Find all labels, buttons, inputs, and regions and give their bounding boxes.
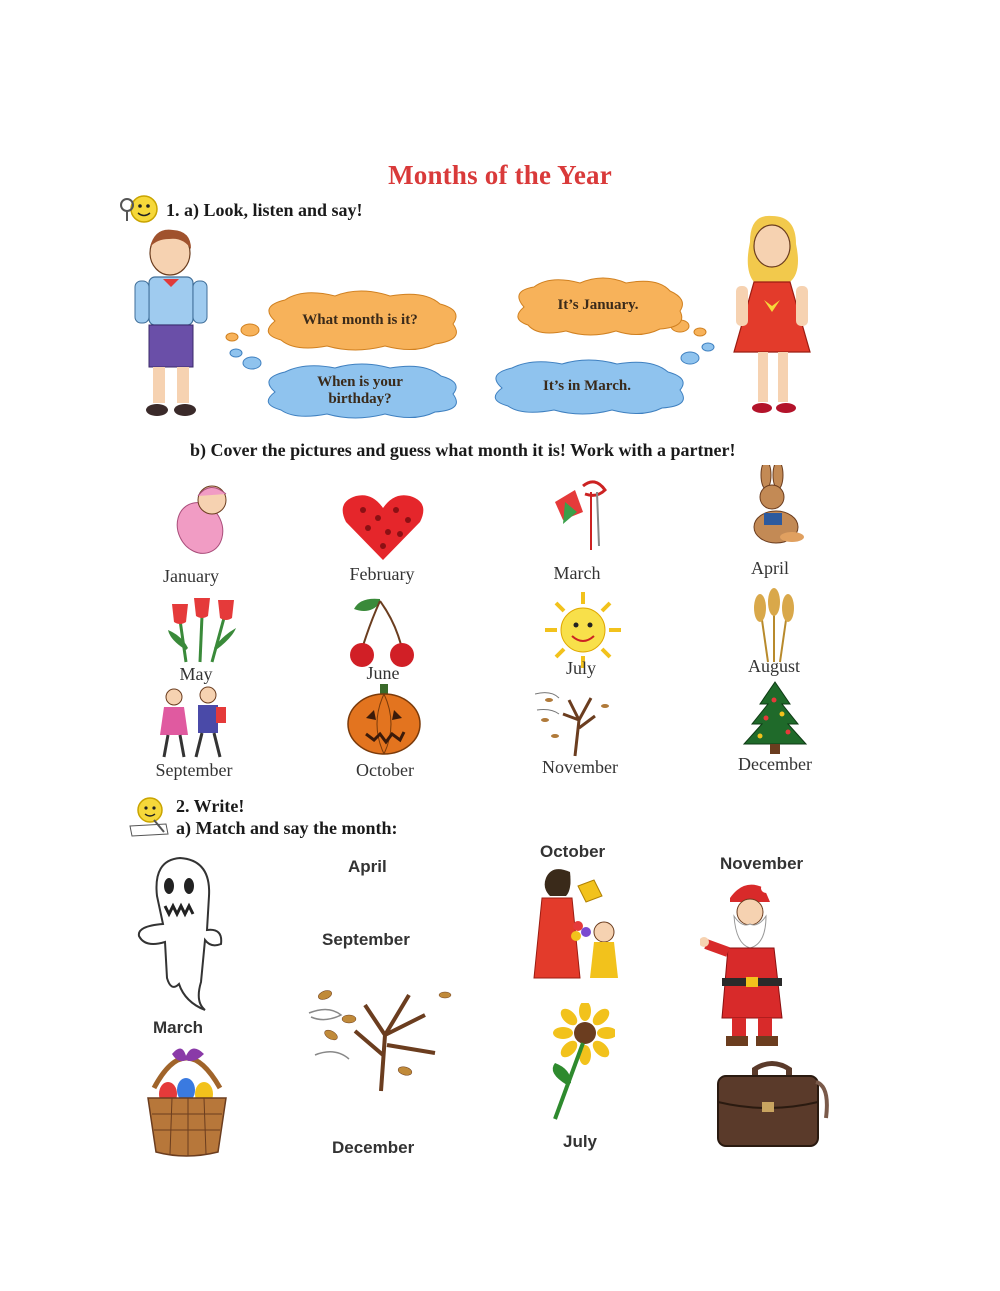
teacher-flowers-icon [528,866,628,986]
bubble-text: It’s January. [557,297,639,314]
exercise-1a-heading: 1. a) Look, listen and say! [166,200,363,220]
month-label-february: February [349,564,415,584]
exercise-2a-heading: a) Match and say the month: [176,818,398,838]
month-label-january: January [163,566,219,586]
match-label-october: October [540,842,606,861]
bubble-text [317,374,403,409]
month-label-april: April [751,558,789,578]
bubble-text-line: birthday? [328,391,392,407]
easter-basket-icon [142,1040,232,1158]
autumn-tree-icon [535,680,625,760]
month-label-september: September [155,760,233,780]
bubble-when-birthday [255,362,465,420]
match-label-july: July [563,1132,598,1151]
martisor-icon [545,472,635,552]
month-label-july: July [565,658,596,678]
baby-icon [160,478,250,558]
ghost-icon [135,852,225,1014]
bubble-its-january [508,275,688,337]
pumpkin-icon [340,680,430,760]
bubble-what-month [255,288,465,353]
month-label-december: December [738,754,812,774]
bubble-tail-dots [220,320,260,345]
windy-tree-icon [305,965,465,1093]
month-label-october: October [356,760,414,780]
bubble-text-line: When is your [317,373,403,390]
match-label-september: September [322,930,410,949]
sunflower-icon [545,1003,615,1123]
boy-illustration [125,225,215,420]
wheat-icon [730,586,820,666]
page-title: Months of the Year [388,160,612,190]
match-label-november: November [720,854,804,873]
bubble-text: It’s in March. [543,378,631,395]
heart-icon [338,488,428,568]
match-label-december: December [332,1138,415,1157]
schoolchildren-icon [150,683,240,763]
listen-icon [118,190,162,228]
tulips-icon [160,590,250,670]
month-label-june: June [366,663,400,683]
bubble-text: What month is it? [302,311,418,328]
month-label-march: March [553,563,601,583]
match-label-april: April [348,857,387,876]
exercise-2-heading: 2. Write! [176,796,245,816]
school-bag-icon [712,1058,832,1150]
cherries-icon [340,593,430,673]
santa-icon [700,878,810,1050]
bubble-its-march [482,358,692,416]
write-icon [126,794,172,838]
match-label-march: March [153,1018,204,1037]
christmas-tree-icon [730,678,820,758]
bunny-icon [736,465,826,545]
month-label-may: May [179,664,213,684]
exercise-1b-heading: b) Cover the pictures and guess what month it is! Work with a partner! [190,440,736,460]
month-label-august: August [747,656,800,676]
month-label-november: November [542,757,618,777]
girl-illustration [720,212,820,417]
